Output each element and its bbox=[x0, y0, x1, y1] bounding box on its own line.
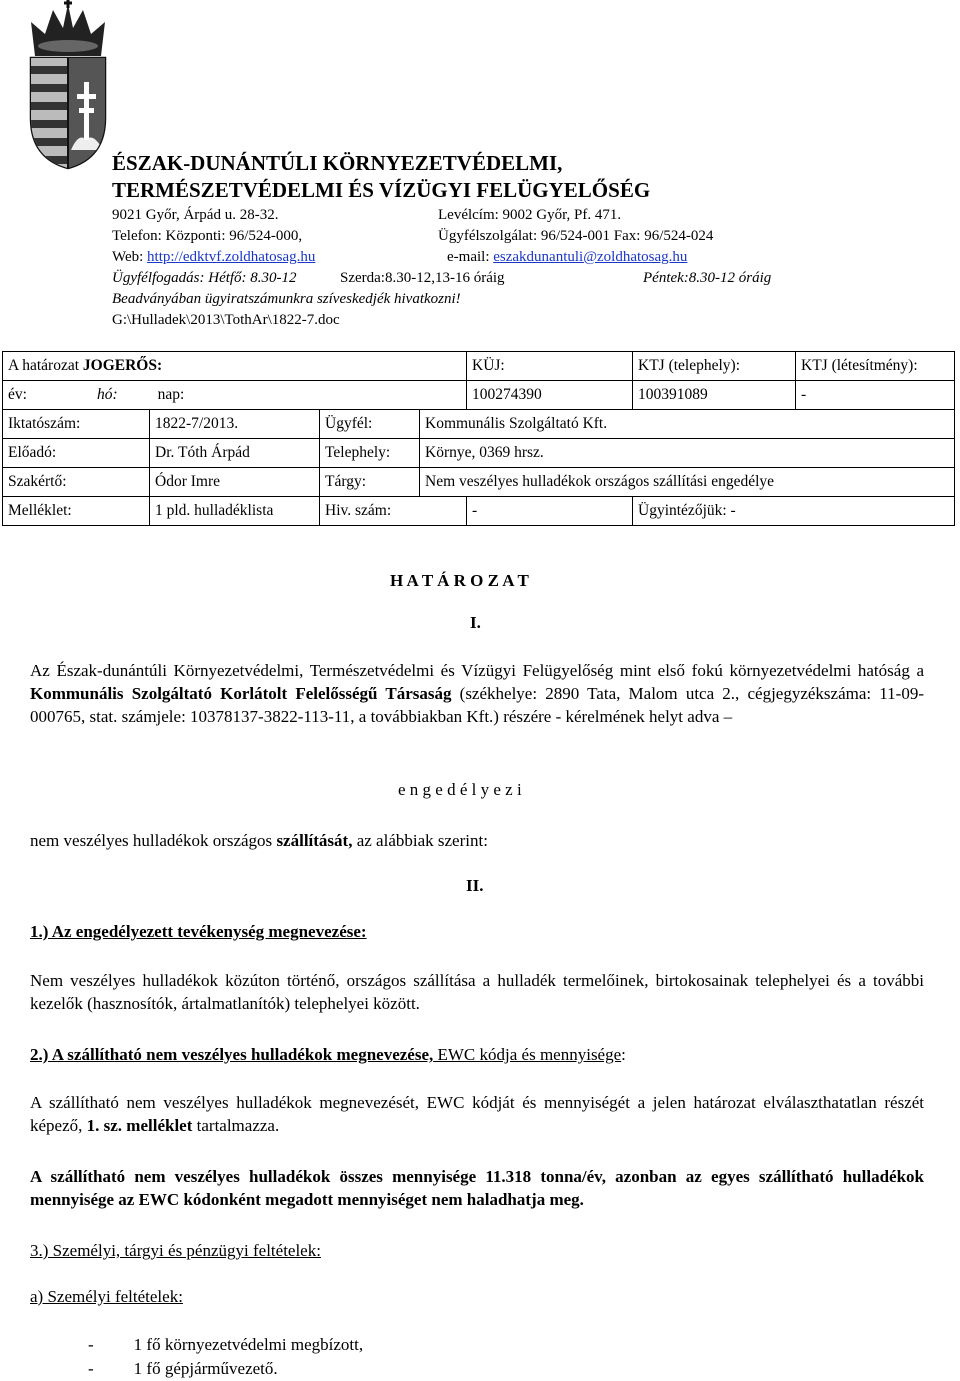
melleklet-label: Melléklet: bbox=[3, 497, 150, 526]
org-name-line1: ÉSZAK-DUNÁNTÚLI KÖRNYEZETVÉDELMI, bbox=[112, 151, 563, 175]
telephely-label: Telephely: bbox=[320, 439, 420, 468]
table-row bbox=[3, 352, 955, 381]
ugyfel-value: Kommunális Szolgáltató Kft. bbox=[420, 410, 955, 439]
phone: Telefon: Központi: 96/524-000, bbox=[112, 228, 303, 244]
decision-heading: H A T Á R O Z A T bbox=[390, 571, 529, 590]
web-link[interactable]: http://edktvf.zoldhatosag.hu bbox=[147, 249, 316, 265]
web-label: Web: bbox=[112, 249, 144, 265]
hiv-label: Hiv. szám: bbox=[320, 497, 467, 526]
date-cell: év: hó: nap: bbox=[3, 381, 467, 410]
ktj-telephely-value: 100391089 bbox=[633, 381, 796, 410]
targy-label: Tárgy: bbox=[320, 468, 420, 497]
szakerto-label: Szakértő: bbox=[3, 468, 150, 497]
list-item: - 1 fő gépjárművezető. bbox=[88, 1359, 278, 1378]
section-2-number: II. bbox=[466, 876, 484, 895]
szakerto-value: Ódor Imre bbox=[150, 468, 320, 497]
permits-word: e n g e d é l y e z i bbox=[398, 780, 522, 799]
ktj-letesitmeny-value: - bbox=[796, 381, 955, 410]
heading-2: 2.) A szállítható nem veszélyes hulladékok megnevezése, EWC kódja és mennyisége: bbox=[30, 1045, 626, 1064]
case-info-table bbox=[2, 351, 955, 526]
table-row bbox=[3, 468, 955, 497]
heading-3: 3.) Személyi, tárgyi és pénzügyi feltételek: bbox=[30, 1241, 321, 1260]
email-label: e-mail: bbox=[447, 249, 490, 265]
kuj-value: 100274390 bbox=[467, 381, 633, 410]
hours-friday: Péntek:8.30-12 óráig bbox=[643, 270, 772, 286]
iktatoszam-value: 1822-7/2013. bbox=[150, 410, 320, 439]
org-name-line2: TERMÉSZETVÉDELMI ÉS VÍZÜGYI FELÜGYELŐSÉG bbox=[112, 178, 651, 202]
email-link[interactable]: eszakdunantuli@zoldhatosag.hu bbox=[493, 249, 688, 265]
heading-3a: a) Személyi feltételek: bbox=[30, 1287, 183, 1306]
heading-1: 1.) Az engedélyezett tevékenység megnevezése: bbox=[30, 922, 367, 941]
table-row bbox=[3, 497, 955, 526]
email-row bbox=[447, 248, 687, 266]
table-row bbox=[3, 381, 955, 410]
ugyintezo: Ügyintézőjük: - bbox=[633, 497, 955, 526]
table-row bbox=[3, 410, 955, 439]
coat-of-arms-icon bbox=[27, 0, 109, 170]
reference-note: Beadványában ügyiratszámunkra szíveskedjék hivatkozni! bbox=[112, 291, 461, 307]
postbox: Levélcím: 9002 Győr, Pf. 471. bbox=[438, 207, 622, 223]
paragraph-2: nem veszélyes hulladékok országos szállítását, az alábbiak szerint: bbox=[30, 831, 488, 850]
kuj-label: KÜJ: bbox=[467, 352, 633, 381]
targy-value: Nem veszélyes hulladékok országos szállítási engedélye bbox=[420, 468, 955, 497]
paragraph-3: Nem veszélyes hulladékok közúton történő, országos szállítása a hulladék termelőinek, birtokosainak telephelyei és a további kezelők (hasznosítók, ártalmatlanítók) telephelyei között. bbox=[30, 971, 924, 1013]
paragraph-1: Az Észak-dunántúli Környezetvédelmi, Természetvédelmi és Vízügyi Felügyelőség mint első fokú környezetvédelmi hatóság a Kommunális Szolgáltató Korlátolt Felelősségű Társaság (székhelye: 2890 Tata, Malom utca 2., cégjegyzékszáma: 11-09-000765, stat. számjele: 10378137-3822-113-11, a továbbiakban Kft.) részére - kérelmének helyt adva – bbox=[30, 661, 924, 726]
ugyfel-label: Ügyfél: bbox=[320, 410, 420, 439]
eloado-value: Dr. Tóth Árpád bbox=[150, 439, 320, 468]
iktatoszam-label: Iktatószám: bbox=[3, 410, 150, 439]
hours-monday: Ügyfélfogadás: Hétfő: 8.30-12 bbox=[112, 270, 297, 286]
web-row bbox=[112, 248, 315, 266]
list-item: - 1 fő környezetvédelmi megbízott, bbox=[88, 1335, 364, 1354]
client-service: Ügyfélszolgálat: 96/524-001 Fax: 96/524-024 bbox=[438, 228, 714, 244]
melleklet-value: 1 pld. hulladéklista bbox=[150, 497, 320, 526]
paragraph-5: A szállítható nem veszélyes hulladékok összes mennyisége 11.318 tonna/év, azonban az egyes szállítható hulladékok mennyisége az EWC kódonként megadott mennyiséget nem haladhatja meg. bbox=[30, 1167, 924, 1209]
paragraph-4: A szállítható nem veszélyes hulladékok megnevezését, EWC kódját és mennyiségét a jelen határozat elválaszthatatlan részét képező, 1. sz. melléklet tartalmazza. bbox=[30, 1093, 924, 1135]
eloado-label: Előadó: bbox=[3, 439, 150, 468]
table-row bbox=[3, 439, 955, 468]
telephely-value: Környe, 0369 hrsz. bbox=[420, 439, 955, 468]
hours-wednesday: Szerda:8.30-12,13-16 óráig bbox=[340, 270, 505, 286]
jogeros-cell: A határozat JOGERŐS: bbox=[3, 352, 467, 381]
ktj-letesitmeny-label: KTJ (létesítmény): bbox=[796, 352, 955, 381]
ktj-telephely-label: KTJ (telephely): bbox=[633, 352, 796, 381]
section-1-number: I. bbox=[470, 613, 481, 632]
hiv-value: - bbox=[467, 497, 633, 526]
file-path: G:\Hulladek\2013\TothAr\1822-7.doc bbox=[112, 312, 340, 328]
address: 9021 Győr, Árpád u. 28-32. bbox=[112, 207, 279, 223]
